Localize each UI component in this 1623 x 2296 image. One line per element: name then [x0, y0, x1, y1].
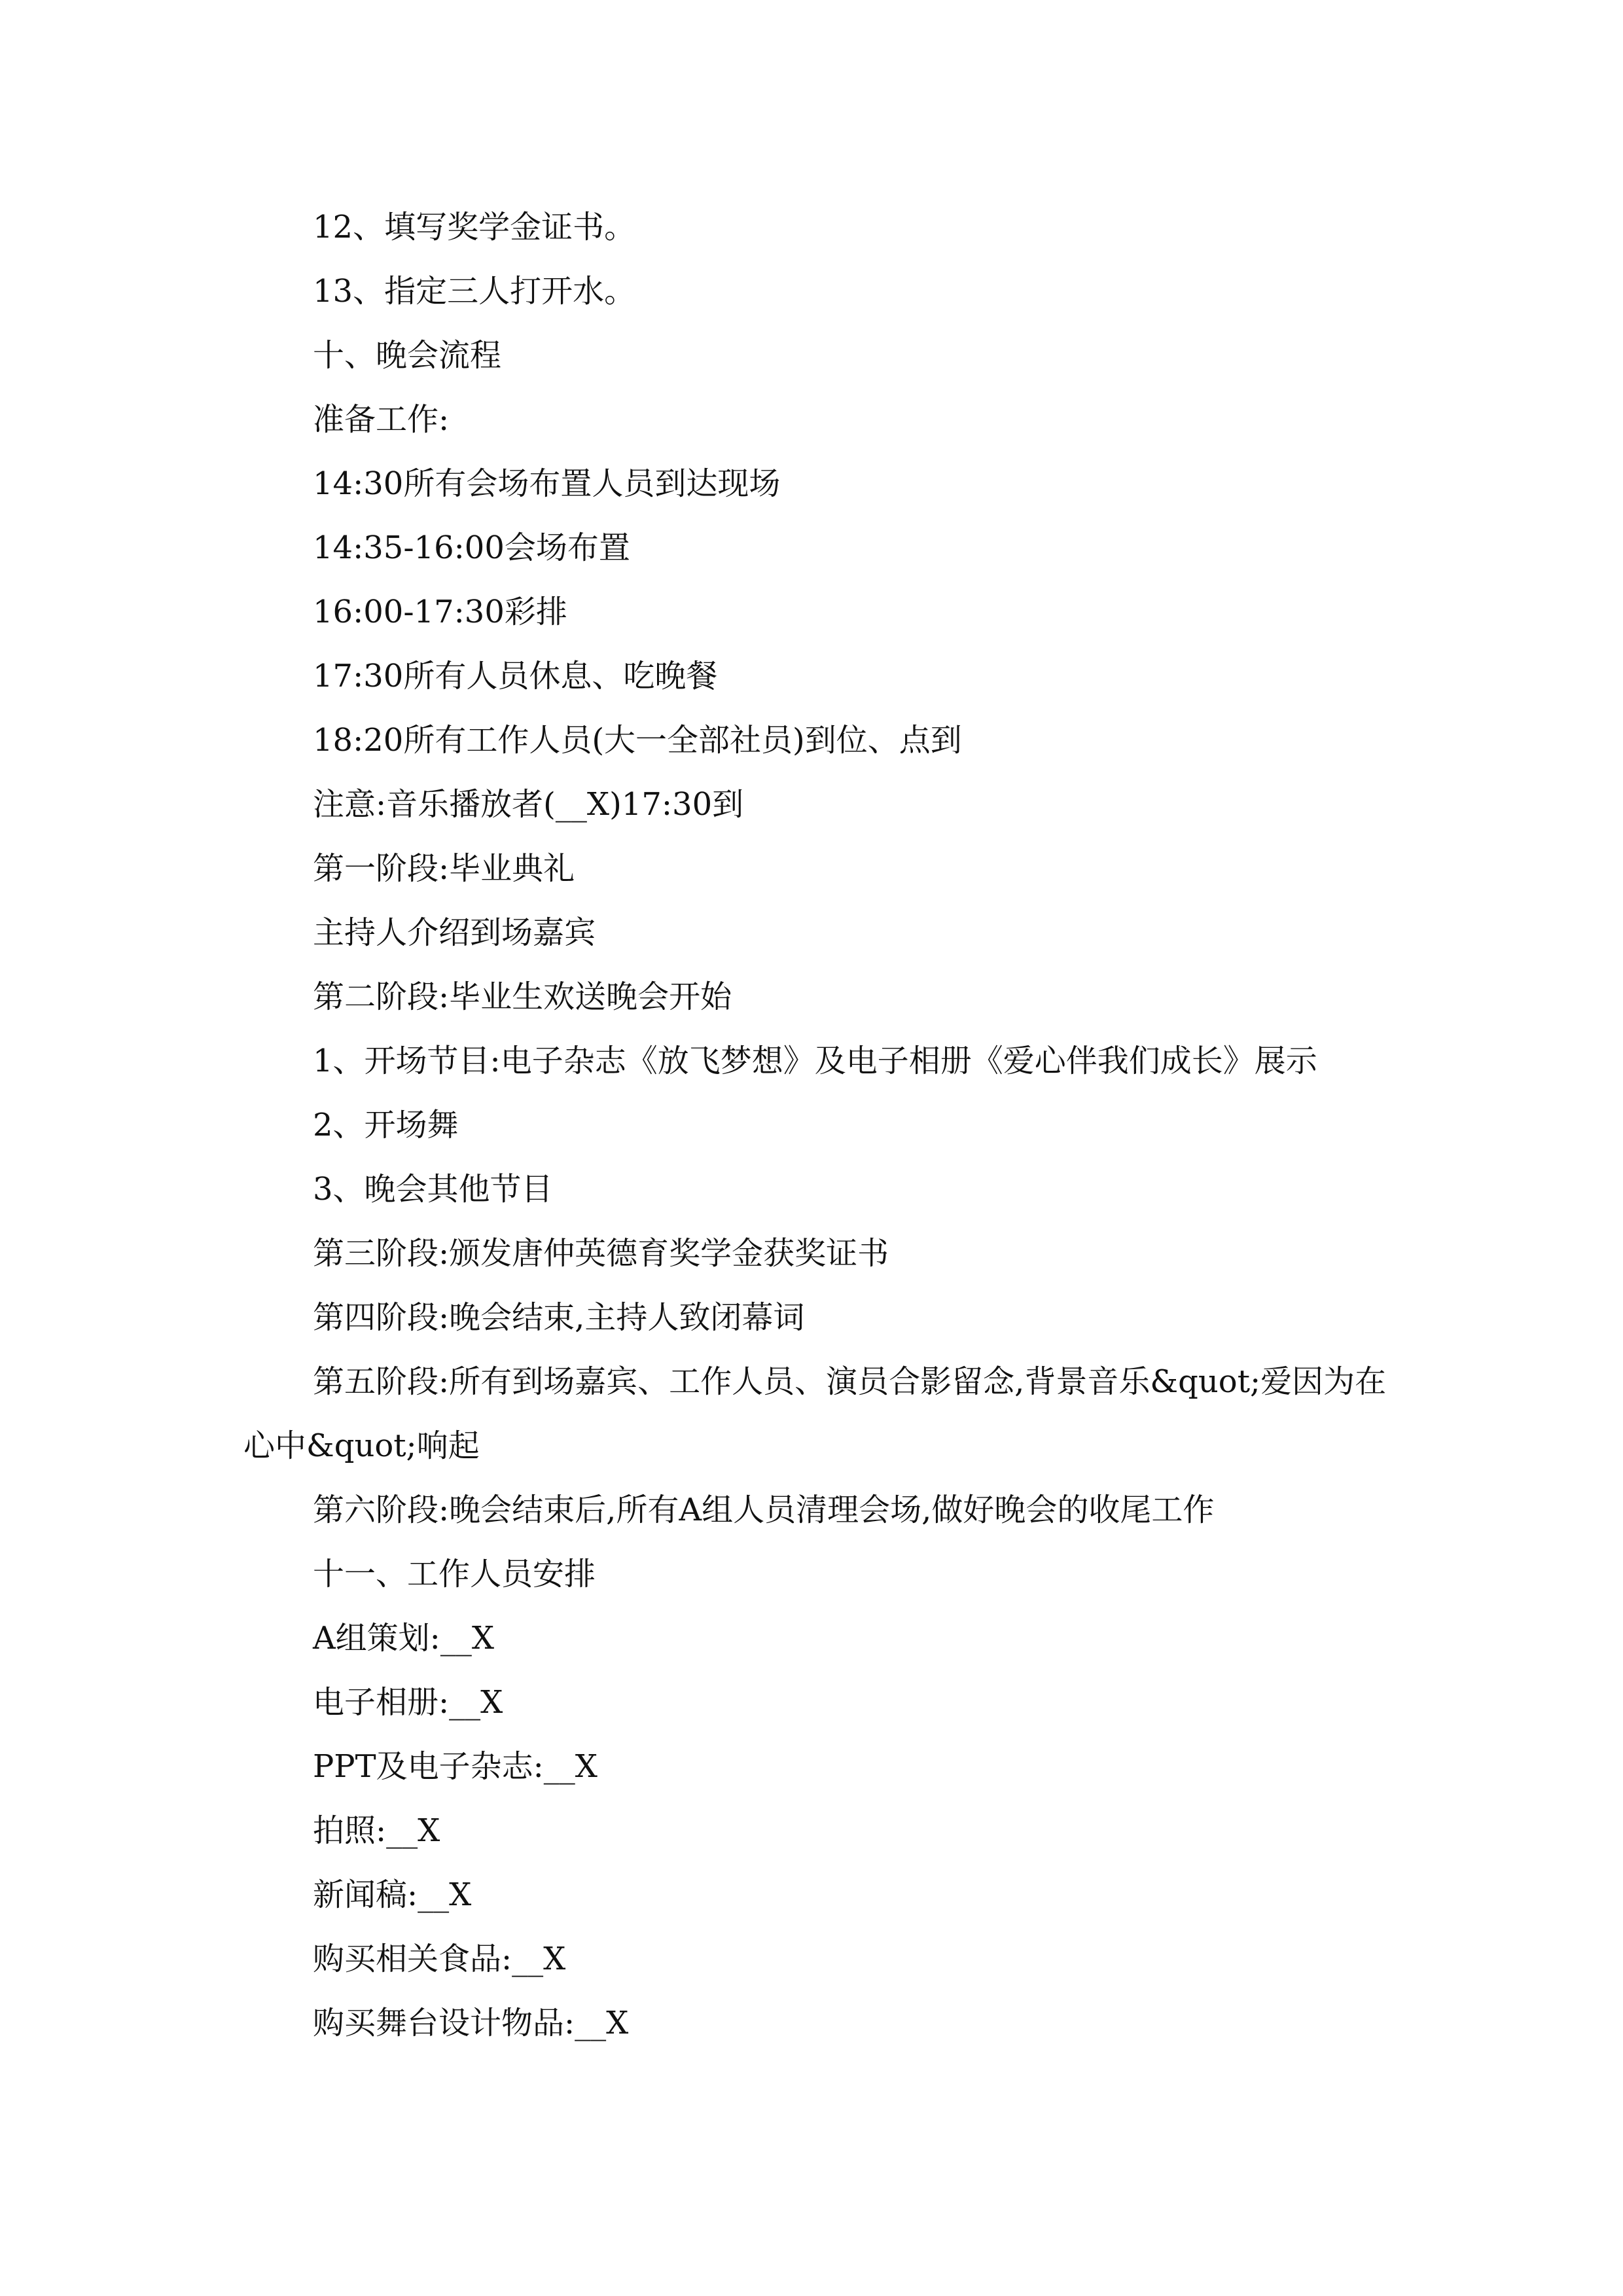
list-item: 2、开场舞 — [313, 1107, 459, 1143]
list-item: 13、指定三人打开水。 — [313, 273, 636, 310]
stage-item: 第一阶段:毕业典礼 — [313, 850, 575, 887]
staff-item: 购买舞台设计物品:__X — [313, 2005, 629, 2041]
stage-item: 第四阶段:晚会结束,主持人致闭幕词 — [313, 1299, 805, 1336]
schedule-item: 18:20所有工作人员(大一全部社员)到位、点到 — [313, 722, 962, 759]
stage-item: 第三阶段:颁发唐仲英德育奖学金获奖证书 — [313, 1235, 889, 1272]
list-item: 3、晚会其他节目 — [313, 1171, 553, 1208]
stage-item: 第六阶段:晚会结束后,所有A组人员清理会场,做好晚会的收尾工作 — [313, 1492, 1215, 1528]
staff-item: 新闻稿:__X — [313, 1876, 472, 1913]
staff-item: PPT及电子杂志:__X — [313, 1748, 597, 1785]
list-item: 1、开场节目:电子杂志《放飞梦想》及电子相册《爱心伴我们成长》展示 — [313, 1043, 1317, 1079]
staff-item: 电子相册:__X — [313, 1684, 503, 1721]
staff-item: A组策划:__X — [313, 1620, 495, 1657]
schedule-item: 14:35-16:00会场布置 — [313, 529, 630, 566]
subheading: 准备工作: — [313, 401, 450, 438]
staff-item: 拍照:__X — [313, 1812, 440, 1849]
schedule-item: 16:00-17:30彩排 — [313, 594, 567, 630]
section-heading: 十一、工作人员安排 — [313, 1556, 596, 1592]
stage-item: 第二阶段:毕业生欢送晚会开始 — [313, 978, 732, 1015]
stage-item: 第五阶段:所有到场嘉宾、工作人员、演员合影留念,背景音乐&quot;爱因为在心中&quot;响起 — [243, 1363, 1387, 1464]
list-item: 12、填写奖学金证书。 — [313, 209, 636, 245]
staff-item: 购买相关食品:__X — [313, 1941, 566, 1977]
section-heading: 十、晚会流程 — [313, 337, 502, 374]
schedule-item: 17:30所有人员休息、吃晚餐 — [313, 658, 718, 694]
paragraph: 主持人介绍到场嘉宾 — [313, 914, 596, 951]
note: 注意:音乐播放者(__X)17:30到 — [313, 786, 744, 823]
schedule-item: 14:30所有会场布置人员到达现场 — [313, 465, 781, 502]
document-body — [243, 195, 1389, 2055]
